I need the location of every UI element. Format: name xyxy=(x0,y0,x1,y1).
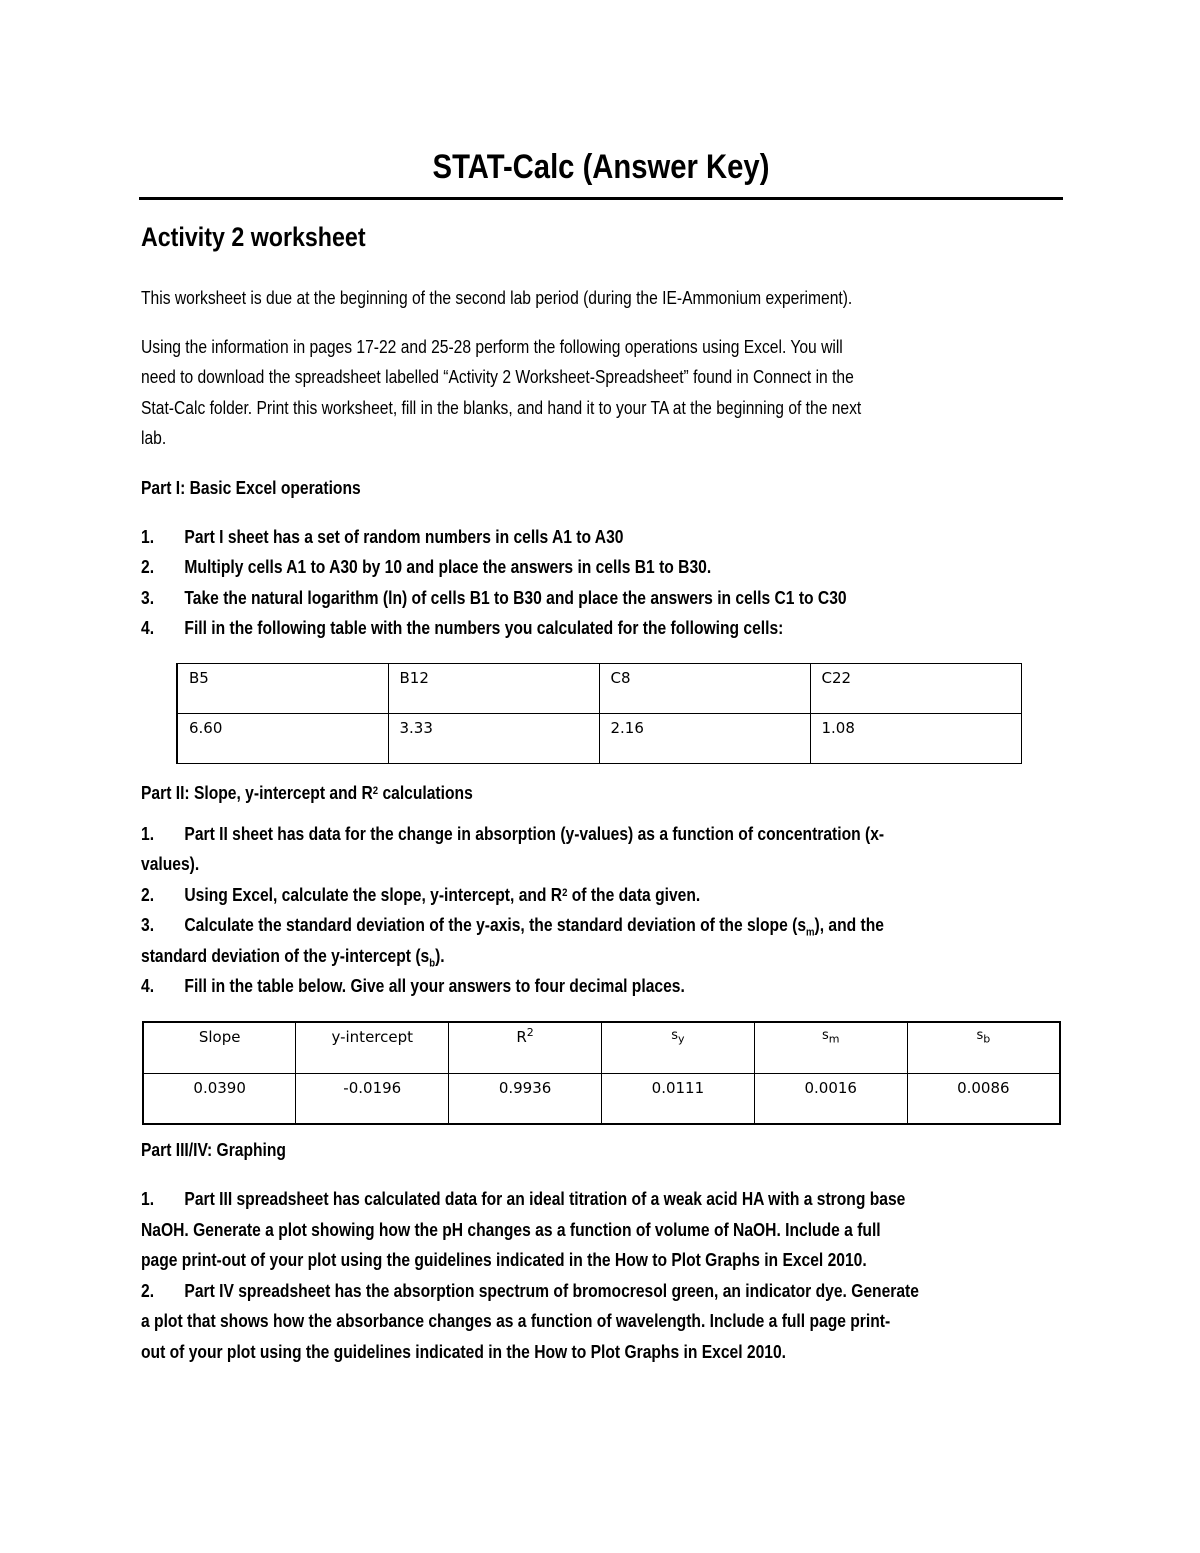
regression-results-table xyxy=(142,1021,1061,1125)
part1-item-1: 1. Part I sheet has a set of random numbers in cells A1 to A30 xyxy=(141,527,624,547)
table-row xyxy=(177,714,1021,764)
table-cell: -0.0196 xyxy=(296,1073,449,1124)
table-cell: 0.0086 xyxy=(907,1073,1060,1124)
section-heading: Activity 2 worksheet xyxy=(141,222,366,252)
part3-item-2: 2. Part IV spreadsheet has the absorption spectrum of bromocresol green, an indicator dye. Generate xyxy=(141,1281,919,1301)
table-cell-r2-header: $R^2$ xyxy=(449,1022,602,1073)
table-cell: 1.08 xyxy=(810,714,1021,764)
table-cell: 3.33 xyxy=(388,714,599,764)
table-cell-sy-header: $s_y$ xyxy=(602,1022,755,1073)
table-cell: 0.9936 xyxy=(449,1073,602,1124)
table-cell: 0.0390 xyxy=(143,1073,296,1124)
table-cell: 0.0111 xyxy=(602,1073,755,1124)
table-cell: B5 xyxy=(177,664,388,714)
instructions-line-3: Stat-Calc folder. Print this worksheet, fill in the blanks, and hand it to your TA at the beginning of the next xyxy=(141,398,862,418)
part3-item-2-line-3: out of your plot using the guidelines indicated in the How to Plot Graphs in Excel 2010. xyxy=(141,1342,787,1362)
part2-item-4: 4. Fill in the table below. Give all your answers to four decimal places. xyxy=(141,976,685,996)
part3-item-2-line-2: a plot that shows how the absorbance changes as a function of wavelength. Include a full page print- xyxy=(141,1311,891,1331)
part1-item-4: 4. Fill in the following table with the numbers you calculated for the following cells: xyxy=(141,618,784,638)
title-divider xyxy=(139,197,1063,200)
table-cell-intercept-header: y-intercept xyxy=(296,1022,449,1073)
page-title: STAT-Calc (Answer Key) xyxy=(432,148,770,186)
instructions-line-4: lab. xyxy=(141,428,167,448)
part2-item-1-cont: values). xyxy=(141,854,200,874)
due-text: This worksheet is due at the beginning of the second lab period (during the IE-Ammonium experiment). xyxy=(141,288,853,308)
instructions-line-2: need to download the spreadsheet labelled “Activity 2 Worksheet-Spreadsheet” found in Connect in the xyxy=(141,367,854,387)
part3-item-1: 1. Part III spreadsheet has calculated data for an ideal titration of a weak acid HA with a strong base xyxy=(141,1189,906,1209)
part3-heading: Part III/IV: Graphing xyxy=(141,1140,286,1160)
table-cell: B12 xyxy=(388,664,599,714)
table-cell: C22 xyxy=(810,664,1021,714)
part2-item-3: 3. Calculate the standard deviation of the y-axis, the standard deviation of the slope $(s_m)$, and the xyxy=(141,915,884,939)
table-cell-slope-header: Slope xyxy=(143,1022,296,1073)
instructions-line-1: Using the information in pages 17-22 and 25-28 perform the following operations using Excel. You will xyxy=(141,337,843,357)
part1-item-2: 2. Multiply cells A1 to A30 by 10 and place the answers in cells B1 to B30. xyxy=(141,557,712,577)
table-cell-sm-header: $s_m$ xyxy=(754,1022,907,1073)
table-header-row xyxy=(177,664,1021,714)
part2-heading: Part II: Slope, y-intercept and $R^2$ calculations xyxy=(141,783,473,803)
part1-heading: Part I: Basic Excel operations xyxy=(141,478,361,498)
table-cell: C8 xyxy=(599,664,810,714)
table-cell-sb-header: $s_b$ xyxy=(907,1022,1060,1073)
cell-values-table xyxy=(176,663,1022,764)
part3-item-1-line-3: page print-out of your plot using the guidelines indicated in the How to Plot Graphs in Excel 2010. xyxy=(141,1250,867,1270)
part1-item-3: 3. Take the natural logarithm (ln) of cells B1 to B30 and place the answers in cells C1 to C30 xyxy=(141,588,847,608)
table-row xyxy=(143,1073,1060,1124)
table-cell: 0.0016 xyxy=(754,1073,907,1124)
table-header-row xyxy=(143,1022,1060,1073)
part2-item-3-cont: standard deviation of the y-intercept $(s_b)$. xyxy=(141,946,445,970)
table-cell: 2.16 xyxy=(599,714,810,764)
part2-item-2: 2. Using Excel, calculate the slope, y-intercept, and $R^2$ of the data given. xyxy=(141,885,701,905)
table-cell: 6.60 xyxy=(177,714,388,764)
part3-item-1-line-2: NaOH. Generate a plot showing how the pH changes as a function of volume of NaOH. Include a full xyxy=(141,1220,881,1240)
part2-item-1: 1. Part II sheet has data for the change in absorption (y-values) as a function of concentration (x- xyxy=(141,824,885,844)
